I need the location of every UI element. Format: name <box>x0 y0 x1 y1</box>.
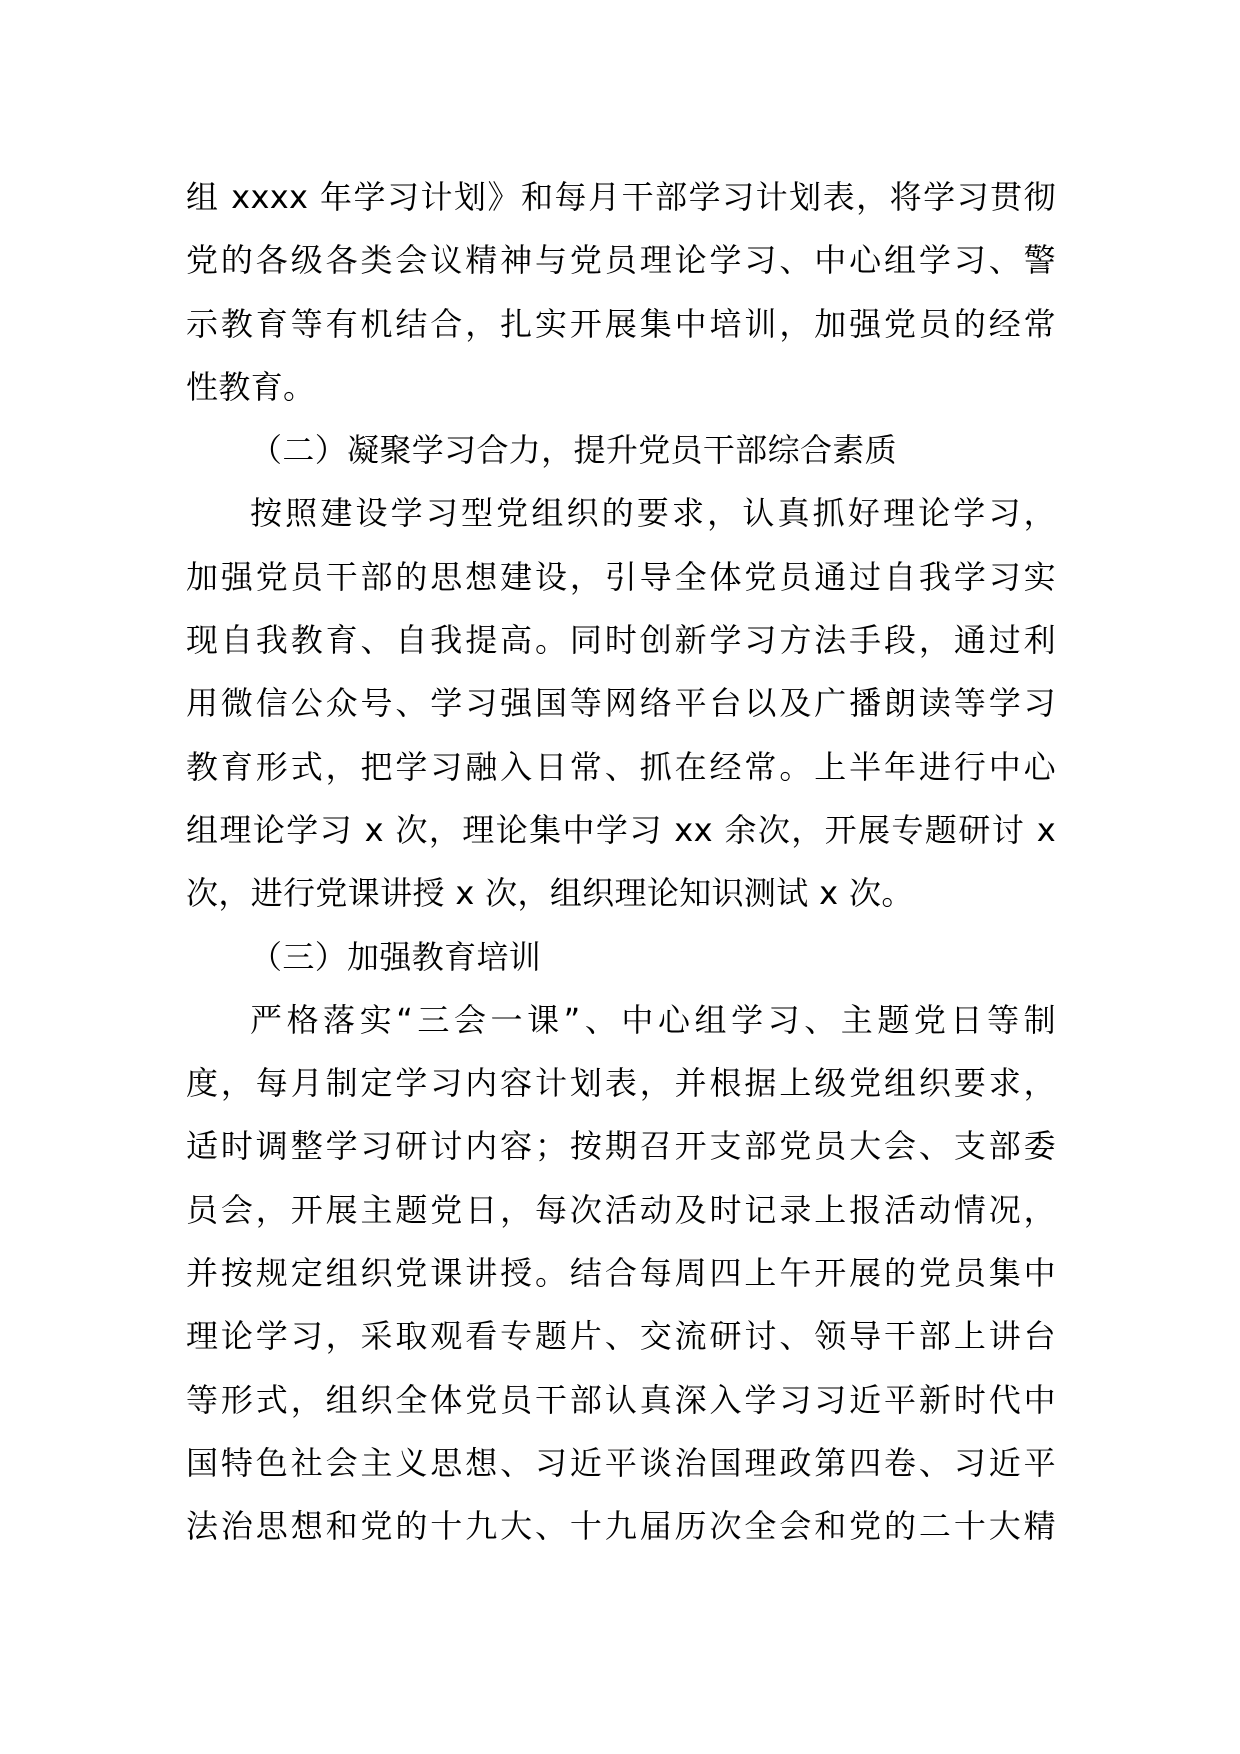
paragraph-line: 等形式，组织全体党员干部认真深入学习习近平新时代中 <box>186 1380 1056 1419</box>
paragraph-line: 示教育等有机结合，扎实开展集中培训，加强党员的经常 <box>186 304 1056 343</box>
paragraph-line: 党的各级各类会议精神与党员理论学习、中心组学习、警 <box>186 241 1056 280</box>
paragraph-line: 员会，开展主题党日，每次活动及时记录上报活动情况， <box>186 1190 1056 1229</box>
section-heading: （二）凝聚学习合力，提升党员干部综合素质 <box>250 431 898 470</box>
paragraph-line: 加强党员干部的思想建设，引导全体党员通过自我学习实 <box>186 557 1056 596</box>
paragraph-line: 性教育。 <box>186 367 316 406</box>
paragraph-line: 严格落实“三会一课”、中心组学习、主题党日等制 <box>250 1000 1056 1039</box>
document-body <box>186 166 1056 1559</box>
paragraph-line: 并按规定组织党课讲授。结合每周四上午开展的党员集中 <box>186 1254 1056 1293</box>
paragraph-line: 适时调整学习研讨内容；按期召开支部党员大会、支部委 <box>186 1127 1056 1166</box>
paragraph-line: 理论学习，采取观看专题片、交流研讨、领导干部上讲台 <box>186 1317 1056 1356</box>
paragraph-line: 次，进行党课讲授 x 次，组织理论知识测试 x 次。 <box>186 874 914 913</box>
paragraph-line: 组理论学习 x 次，理论集中学习 xx 余次，开展专题研讨 x <box>186 810 1056 849</box>
paragraph-line: 按照建设学习型党组织的要求，认真抓好理论学习， <box>250 494 1056 533</box>
paragraph-line: 组 xxxx 年学习计划》和每月干部学习计划表，将学习贯彻 <box>186 178 1056 216</box>
paragraph-line: 现自我教育、自我提高。同时创新学习方法手段，通过利 <box>186 621 1056 660</box>
paragraph-line: 用微信公众号、学习强国等网络平台以及广播朗读等学习 <box>186 684 1056 723</box>
section-heading: （三）加强教育培训 <box>250 937 542 976</box>
paragraph-line: 度，每月制定学习内容计划表，并根据上级党组织要求， <box>186 1064 1056 1103</box>
paragraph-line: 教育形式，把学习融入日常、抓在经常。上半年进行中心 <box>186 747 1056 786</box>
paragraph-line: 法治思想和党的十九大、十九届历次全会和党的二十大精 <box>186 1507 1056 1546</box>
paragraph-line: 国特色社会主义思想、习近平谈治国理政第四卷、习近平 <box>186 1443 1056 1482</box>
